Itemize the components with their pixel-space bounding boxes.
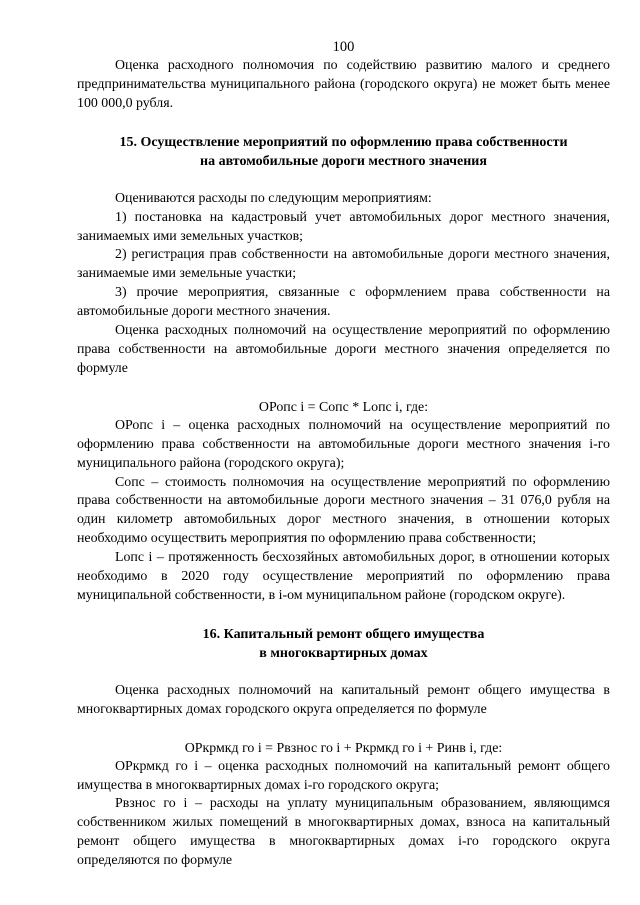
section16-definition-2: Рвзнос го i – расходы на уплату муниципальным образованием, являющимся собственником жилых помещений в многоквартирных домах, взноса на капитальный ремонт общего имущества в многоквартирных домах i-го городского округа определяются по формуле [77, 796, 610, 869]
section15-definition-2: Сопс – стоимость полномочия на осуществление мероприятий по оформлению права собственности на автомобильные дороги местного значения – 31 076,0 рубля на один километр автомобильных дорог местного значения, в отношении которых необходимо осуществить мероприятия по оформлению права собственности; [77, 474, 610, 547]
section15-intro: Оцениваются расходы по следующим мероприятиям: [115, 190, 432, 206]
section15-paragraph: Оценка расходных полномочий на осуществление мероприятий по оформлению права собственности на автомобильные дороги местного значения определяется по формуле [77, 323, 610, 376]
section15-item-1: 1) постановка на кадастровый учет автомобильных дорог местного значения, занимаемых ими земельных участков; [77, 209, 610, 244]
section16-paragraph: Оценка расходных полномочий на капитальный ремонт общего имущества в многоквартирных домах городского округа определяется по формуле [77, 682, 610, 717]
document-page [77, 38, 610, 871]
section15-item-3: 3) прочие мероприятия, связанные с оформлением права собственности на автомобильные дороги местного значения. [77, 285, 610, 320]
page-number: 100 [332, 39, 355, 55]
section15-formula: ОРопс i = Сопс * Lопс i, где: [258, 399, 429, 415]
section15-definition-1: ОРопс i – оценка расходных полномочий на осуществление мероприятий по оформлению права собственности на автомобильные дороги местного значения i-го муниципального района (городского округа); [77, 417, 610, 471]
section16-definition-1: ОРкрмкд го i – оценка расходных полномочий на капитальный ремонт общего имущества в многоквартирных домах i-го городского округа; [77, 758, 610, 793]
section15-title-line1: 15. Осуществление мероприятий по оформлению права собственности [119, 134, 568, 150]
section16-title-line1: 16. Капитальный ремонт общего имущества [202, 626, 485, 642]
section16-title-line2: в многоквартирных домах [259, 645, 428, 661]
section15-title-line2: на автомобильные дороги местного значения [200, 153, 487, 169]
section15-definition-3: Lопс i – протяженность бесхозяйных автомобильных дорог, в отношении которых необходимо в 2020 году осуществление мероприятий по оформлению права муниципальной собственности, в i-ом муниципальном районе (городском округе). [77, 550, 610, 603]
section14-tail-paragraph: Оценка расходного полномочия по содействию развитию малого и среднего предпринимательства муниципального района (городского округа) не может быть менее 100 000,0 рубля. [77, 58, 610, 111]
section16-formula: ОРкрмкд го i = Рвзнос го i + Ркрмкд го i + Ринв i, где: [184, 740, 503, 756]
section15-item-2: 2) регистрация прав собственности на автомобильные дороги местного значения, занимаемые ими земельные участки; [77, 247, 610, 282]
